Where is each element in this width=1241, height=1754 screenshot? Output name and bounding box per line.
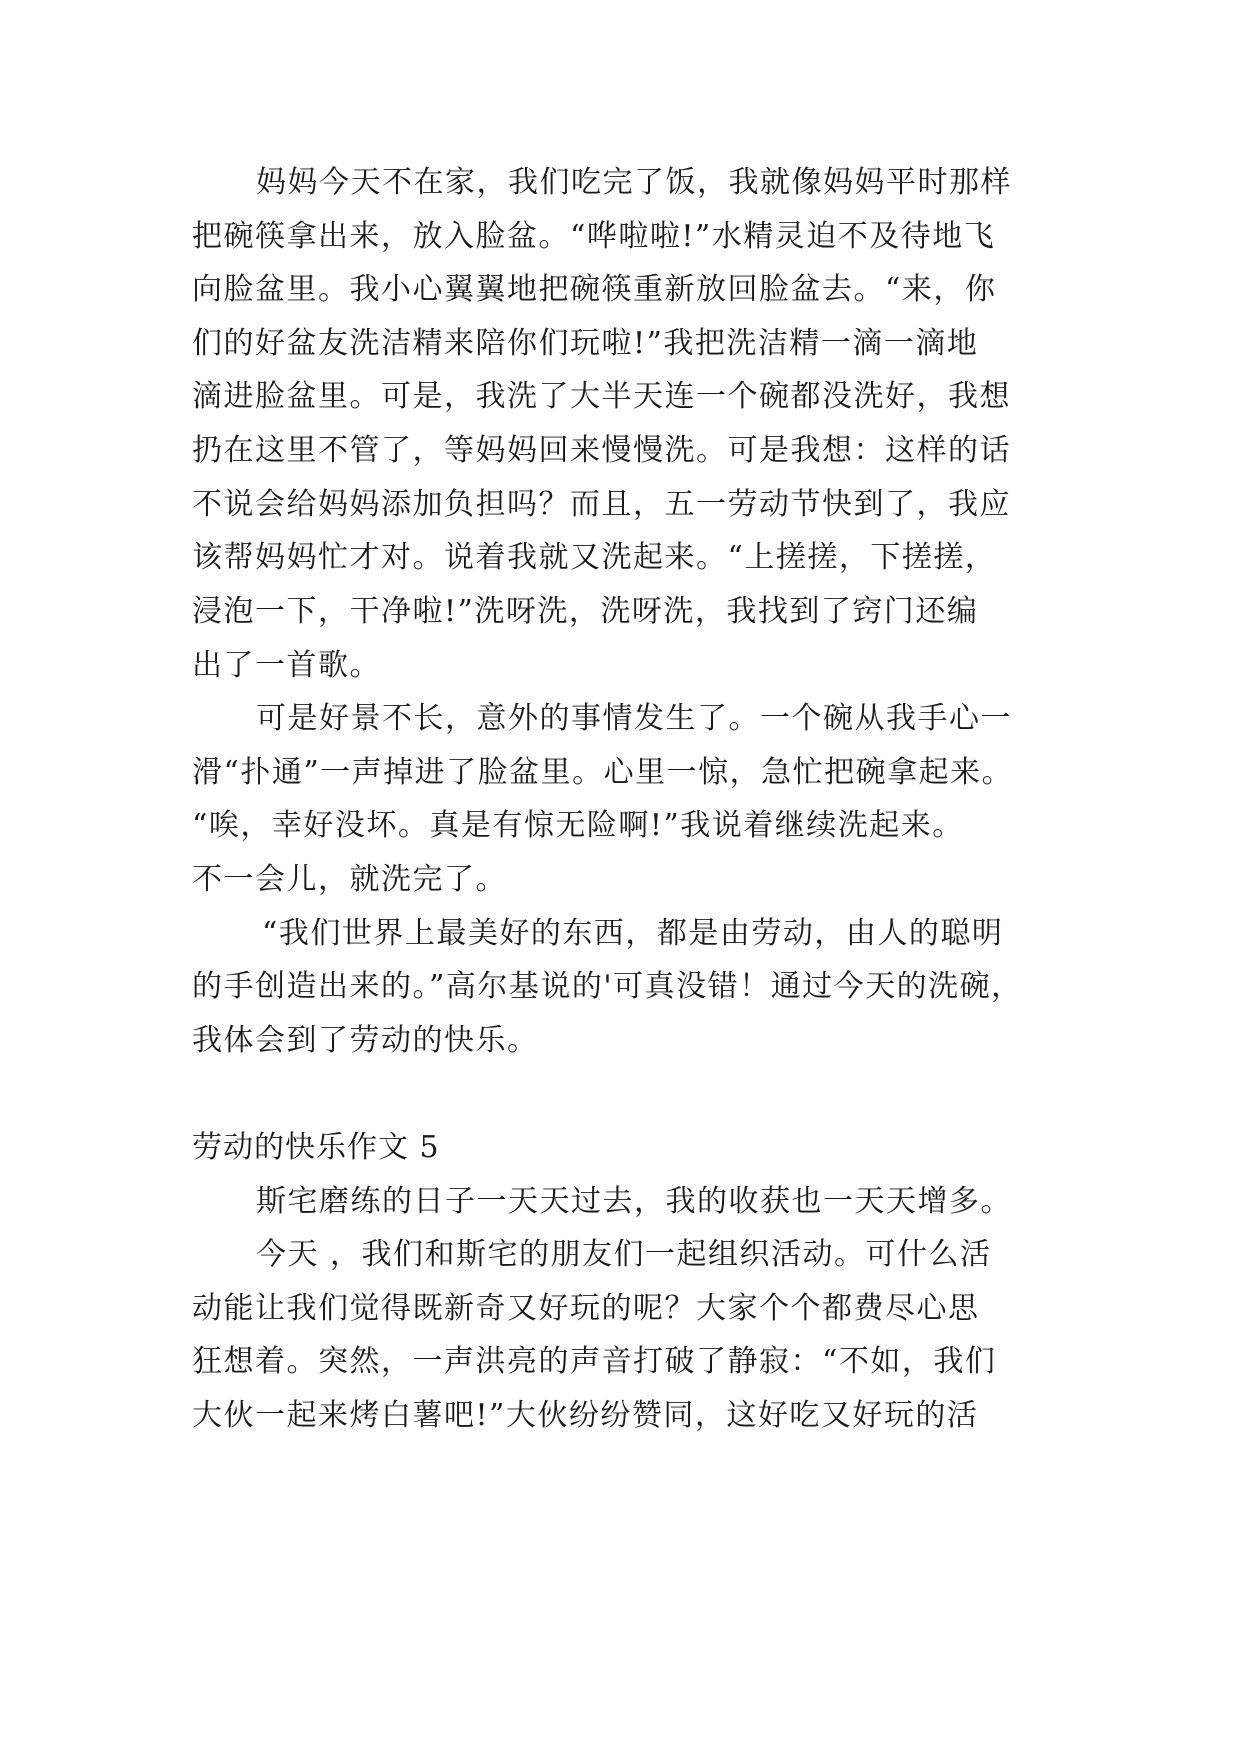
- paragraph-2-line-1: 可是好景不长，意外的事情发生了。一个碗从我手心一: [256, 701, 1012, 736]
- paragraph-1-line-10: 出了一首歌。: [192, 648, 381, 683]
- paragraph-2-line-2: 滑“扑通”一声掉进了脸盆里。心里一惊，急忙把碗拿起来。: [192, 755, 1014, 790]
- paragraph-1-line-1: 妈妈今天不在家，我们吃完了饭，我就像妈妈平时那样: [256, 165, 1012, 200]
- paragraph-3-line-1: “我们世界上最美好的东西，都是由劳动，由人的聪明: [262, 916, 1004, 951]
- section-heading: 劳动的快乐作文 5: [192, 1130, 440, 1165]
- paragraph-2-line-3: “唉，幸好没坏。真是有惊无险啊!”我说着继续洗起来。: [192, 808, 964, 843]
- paragraph-5-line-2: 动能让我们觉得既新奇又好玩的呢？大家个个都费尽心思: [192, 1291, 980, 1326]
- paragraph-1-line-5: 滴进脸盆里。可是，我洗了大半天连一个碗都没洗好，我想: [192, 379, 1011, 414]
- paragraph-1-line-8: 该帮妈妈忙才对。说着我就又洗起来。“上搓搓，下搓搓，: [192, 540, 997, 575]
- paragraph-1-line-7: 不说会给妈妈添加负担吗？而且，五一劳动节快到了，我应: [192, 487, 1011, 522]
- paragraph-4-line-1: 斯宅磨练的日子一天天过去，我的收获也一天天增多。: [256, 1184, 1012, 1219]
- paragraph-1-line-9: 浸泡一下，干净啦!”洗呀洗，洗呀洗，我找到了窍门还编: [192, 594, 979, 629]
- paragraph-3-line-2: 的手创造出来的。”高尔基说的'可真没错！通过今天的洗碗，: [192, 969, 1023, 1004]
- paragraph-1-line-2: 把碗筷拿出来，放入脸盆。“哗啦啦!”水精灵迫不及待地飞: [192, 219, 996, 254]
- paragraph-1-line-3: 向脸盆里。我小心翼翼地把碗筷重新放回脸盆去。“来，你: [192, 272, 997, 307]
- paragraph-2-line-4: 不一会儿，就洗完了。: [192, 862, 507, 897]
- paragraph-5-line-3: 狂想着。突然，一声洪亮的声音打破了静寂：“不如，我们: [192, 1344, 997, 1379]
- paragraph-5-line-4: 大伙一起来烤白薯吧!”大伙纷纷赞同，这好吃又好玩的活: [192, 1398, 979, 1433]
- paragraph-1-line-4: 们的好盆友洗洁精来陪你们玩啦!”我把洗洁精一滴一滴地: [192, 326, 979, 361]
- paragraph-5-line-1: 今天 ，我们和斯宅的朋友们一起组织活动。可什么活: [256, 1237, 992, 1272]
- paragraph-1-line-6: 扔在这里不管了，等妈妈回来慢慢洗。可是我想：这样的话: [192, 433, 1011, 468]
- paragraph-3-line-3: 我体会到了劳动的快乐。: [192, 1023, 539, 1058]
